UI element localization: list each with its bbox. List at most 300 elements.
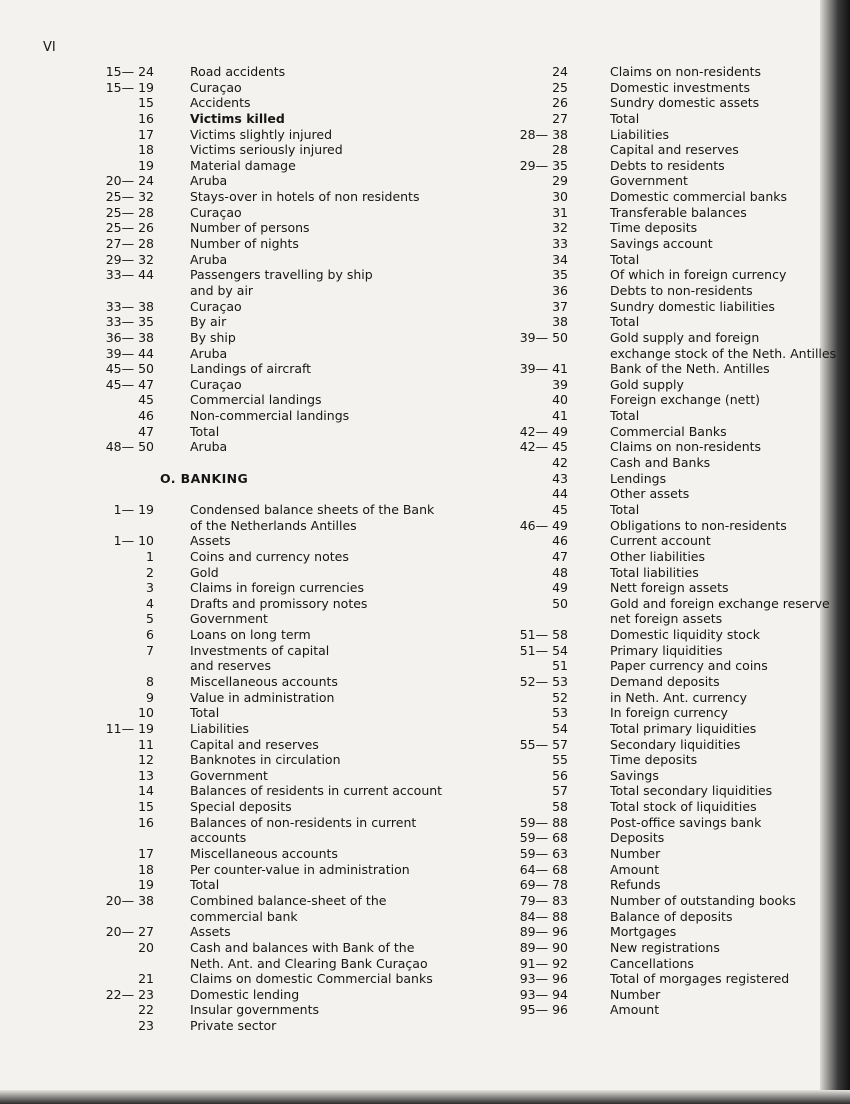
row-label: Debts to non-residents <box>610 282 753 298</box>
row-number-range: 31 <box>552 204 568 220</box>
index-row <box>506 533 840 549</box>
index-row <box>50 471 460 487</box>
index-row <box>506 361 840 377</box>
row-number-range: 39— 50 <box>519 329 568 345</box>
index-row <box>506 518 840 534</box>
index-row <box>506 205 840 221</box>
row-label: Total liabilities <box>610 564 699 580</box>
row-number-range: 45 <box>138 392 154 408</box>
row-number-range: 50 <box>552 595 568 611</box>
row-label: Claims in foreign currencies <box>190 580 365 596</box>
row-number-range: 47 <box>138 423 154 439</box>
row-label: Total of morgages registered <box>610 971 790 987</box>
index-row <box>50 189 460 205</box>
row-number-range: 29— 32 <box>105 251 154 267</box>
row-number-range: 40 <box>552 392 568 408</box>
row-label: Obligations to non-residents <box>610 517 787 533</box>
index-row <box>50 565 460 581</box>
row-number-range: 8 <box>146 673 154 689</box>
index-row <box>50 424 460 440</box>
row-label: Total <box>610 110 640 126</box>
row-number-range: 45— 50 <box>105 361 154 377</box>
row-number-range: 20— 38 <box>105 892 154 908</box>
row-number-range: 36 <box>552 282 568 298</box>
index-row <box>506 330 840 346</box>
row-label: Coins and currency notes <box>190 548 349 564</box>
index-row <box>50 252 460 268</box>
row-number-range: 59— 88 <box>519 814 568 830</box>
row-number-range: 51 <box>552 658 568 674</box>
row-number-range: 51— 58 <box>519 627 568 643</box>
row-number-range: 42— 49 <box>519 423 568 439</box>
index-row <box>506 705 840 721</box>
right-column <box>506 64 840 1018</box>
row-label: Aruba <box>190 173 228 189</box>
index-row <box>50 658 460 674</box>
row-number-range: 20— 27 <box>105 924 154 940</box>
row-label: Miscellaneous accounts <box>190 673 338 689</box>
row-number-range: 15— 19 <box>105 79 154 95</box>
row-number-range: 29— 35 <box>519 157 568 173</box>
row-number-range: 39 <box>552 376 568 392</box>
row-label: Miscellaneous accounts <box>190 846 338 862</box>
index-row <box>506 783 840 799</box>
row-number-range: 10 <box>138 705 154 721</box>
index-row <box>506 220 840 236</box>
index-row <box>50 877 460 893</box>
row-number-range: 91— 92 <box>519 955 568 971</box>
row-label: Combined balance-sheet of the <box>190 892 387 908</box>
section-heading: O. BANKING <box>160 470 249 486</box>
row-number-range: 15— 24 <box>105 64 154 79</box>
row-label: Banknotes in circulation <box>190 752 341 768</box>
index-row <box>506 721 840 737</box>
row-label: and reserves <box>190 658 271 674</box>
row-label: Insular governments <box>190 1002 320 1018</box>
row-number-range: 47 <box>552 548 568 564</box>
row-number-range: 22 <box>138 1002 154 1018</box>
row-label: Time deposits <box>610 752 698 768</box>
row-label: Nett foreign assets <box>610 580 729 596</box>
row-label: Current account <box>610 533 711 549</box>
index-row <box>50 862 460 878</box>
row-label: Post-office savings bank <box>610 814 762 830</box>
row-label: Gold supply <box>610 376 684 392</box>
index-row <box>506 940 840 956</box>
row-number-range: 6 <box>146 627 154 643</box>
index-row <box>506 439 840 455</box>
index-row <box>506 346 840 362</box>
index-row <box>50 330 460 346</box>
row-label: Savings account <box>610 236 713 252</box>
index-row <box>506 643 840 659</box>
row-number-range: 5 <box>146 611 154 627</box>
row-label: Per counter-value in administration <box>190 861 410 877</box>
row-label: Capital and reserves <box>610 142 739 158</box>
row-number-range: 49 <box>552 580 568 596</box>
index-row <box>50 611 460 627</box>
index-row <box>50 236 460 252</box>
row-label: Government <box>190 767 268 783</box>
row-label: Assets <box>190 924 231 940</box>
index-row <box>50 158 460 174</box>
row-number-range: 44 <box>552 486 568 502</box>
row-label: Foreign exchange (nett) <box>610 392 761 408</box>
row-label: Aruba <box>190 345 228 361</box>
row-number-range: 2 <box>146 564 154 580</box>
row-number-range: 53 <box>552 705 568 721</box>
row-label: Claims on domestic Commercial banks <box>190 971 433 987</box>
row-number-range: 7 <box>146 642 154 658</box>
row-number-range: 46 <box>552 533 568 549</box>
row-label: Balance of deposits <box>610 908 733 924</box>
row-label: Cancellations <box>610 955 694 971</box>
index-row <box>50 346 460 362</box>
row-number-range: 46— 49 <box>519 517 568 533</box>
index-row <box>506 189 840 205</box>
row-label: Number <box>610 846 661 862</box>
index-row <box>50 846 460 862</box>
index-row <box>50 893 460 909</box>
index-row <box>50 533 460 549</box>
index-row <box>50 924 460 940</box>
row-number-range: 46 <box>138 408 154 424</box>
row-number-range: 16 <box>138 110 154 126</box>
index-row <box>506 877 840 893</box>
row-number-range: 52— 53 <box>519 673 568 689</box>
row-label: of the Netherlands Antilles <box>190 517 357 533</box>
row-label: Demand deposits <box>610 673 720 689</box>
row-number-range: 48— 50 <box>105 439 154 455</box>
row-number-range: 25— 28 <box>105 204 154 220</box>
row-number-range: 23 <box>138 1018 154 1034</box>
row-number-range: 42— 45 <box>519 439 568 455</box>
row-label: Government <box>190 611 268 627</box>
row-number-range: 39— 44 <box>105 345 154 361</box>
index-row <box>50 392 460 408</box>
row-label: Total <box>610 501 640 517</box>
index-row <box>506 424 840 440</box>
row-label: Claims on non-residents <box>610 64 762 79</box>
index-row <box>50 1002 460 1018</box>
index-row <box>506 80 840 96</box>
row-label: Curaçao <box>190 298 242 314</box>
index-row <box>506 627 840 643</box>
index-row <box>506 565 840 581</box>
row-number-range: 18 <box>138 861 154 877</box>
row-label: Gold supply and foreign <box>610 329 760 345</box>
row-number-range: 11— 19 <box>105 720 154 736</box>
row-number-range: 21 <box>138 971 154 987</box>
page-bottom-edge <box>0 1090 850 1104</box>
row-label: Total <box>610 251 640 267</box>
row-number-range: 9 <box>146 689 154 705</box>
index-row <box>50 95 460 111</box>
index-row <box>50 299 460 315</box>
index-row <box>506 799 840 815</box>
row-label: Total <box>610 314 640 330</box>
index-row <box>50 783 460 799</box>
index-row <box>506 486 840 502</box>
row-number-range: 18 <box>138 142 154 158</box>
row-label: Victims killed <box>190 110 285 126</box>
index-row <box>506 846 840 862</box>
index-row <box>50 361 460 377</box>
row-label: net foreign assets <box>610 611 723 627</box>
index-row <box>506 455 840 471</box>
row-label: Domestic investments <box>610 79 750 95</box>
row-number-range: 38 <box>552 314 568 330</box>
row-label: Accidents <box>190 95 251 111</box>
row-label: Total <box>190 705 220 721</box>
index-row <box>50 486 460 502</box>
row-number-range: 59— 63 <box>519 846 568 862</box>
row-label: Balances of residents in current account <box>190 783 443 799</box>
row-number-range: 12 <box>138 752 154 768</box>
index-row <box>50 267 460 283</box>
index-row <box>50 830 460 846</box>
index-row <box>50 643 460 659</box>
row-number-range: 1 <box>146 548 154 564</box>
index-row <box>506 862 840 878</box>
index-row <box>50 987 460 1003</box>
index-row <box>506 830 840 846</box>
row-label: Stays-over in hotels of non residents <box>190 189 420 205</box>
index-row <box>506 142 840 158</box>
row-number-range: 34 <box>552 251 568 267</box>
row-number-range: 24 <box>552 64 568 79</box>
index-row <box>50 580 460 596</box>
row-number-range: 89— 90 <box>519 939 568 955</box>
row-label: Primary liquidities <box>610 642 723 658</box>
index-row <box>50 627 460 643</box>
index-row <box>50 971 460 987</box>
row-number-range: 84— 88 <box>519 908 568 924</box>
row-label: Lendings <box>610 470 667 486</box>
row-label: in Neth. Ant. currency <box>610 689 747 705</box>
row-label: and by air <box>190 282 254 298</box>
index-row <box>506 580 840 596</box>
index-row <box>506 267 840 283</box>
row-number-range: 93— 94 <box>519 986 568 1002</box>
row-number-range: 33 <box>552 236 568 252</box>
index-row <box>50 127 460 143</box>
index-row <box>506 596 840 612</box>
row-number-range: 15 <box>138 799 154 815</box>
row-number-range: 43 <box>552 470 568 486</box>
index-row <box>506 95 840 111</box>
row-number-range: 28 <box>552 142 568 158</box>
index-row <box>50 518 460 534</box>
index-row <box>506 111 840 127</box>
row-label: Loans on long term <box>190 627 311 643</box>
row-label: Claims on non-residents <box>610 439 762 455</box>
index-row <box>50 408 460 424</box>
index-row <box>506 674 840 690</box>
index-row <box>506 909 840 925</box>
row-number-range: 95— 96 <box>519 1002 568 1018</box>
index-row <box>50 111 460 127</box>
row-label: Savings <box>610 767 659 783</box>
row-label: Number of persons <box>190 220 310 236</box>
index-row <box>506 549 840 565</box>
row-number-range: 28— 38 <box>519 126 568 142</box>
row-number-range: 36— 38 <box>105 329 154 345</box>
index-row <box>50 799 460 815</box>
index-row <box>506 127 840 143</box>
row-number-range: 13 <box>138 767 154 783</box>
row-number-range: 20— 24 <box>105 173 154 189</box>
row-label: Deposits <box>610 830 665 846</box>
row-label: Other liabilities <box>610 548 706 564</box>
index-row <box>506 377 840 393</box>
index-row <box>50 64 460 80</box>
row-label: Passengers travelling by ship <box>190 267 373 283</box>
index-row <box>50 690 460 706</box>
row-number-range: 25— 26 <box>105 220 154 236</box>
row-label: Special deposits <box>190 799 292 815</box>
row-label: Cash and Banks <box>610 455 711 471</box>
row-label: Of which in foreign currency <box>610 267 787 283</box>
row-number-range: 11 <box>138 736 154 752</box>
row-label: By ship <box>190 329 236 345</box>
index-row <box>506 768 840 784</box>
index-row <box>506 314 840 330</box>
index-row <box>50 205 460 221</box>
row-label: Domestic liquidity stock <box>610 627 760 643</box>
row-number-range: 41 <box>552 408 568 424</box>
row-label: Secondary liquidities <box>610 736 741 752</box>
row-label: Sundry domestic liabilities <box>610 298 775 314</box>
row-number-range: 55— 57 <box>519 736 568 752</box>
row-number-range: 64— 68 <box>519 861 568 877</box>
row-label: Liabilities <box>190 720 250 736</box>
row-number-range: 30 <box>552 189 568 205</box>
row-label: Total <box>190 423 220 439</box>
row-number-range: 69— 78 <box>519 877 568 893</box>
index-row <box>506 690 840 706</box>
row-number-range: 33— 35 <box>105 314 154 330</box>
index-row <box>50 596 460 612</box>
row-label: Liabilities <box>610 126 670 142</box>
index-row <box>506 737 840 753</box>
row-label: Condensed balance sheets of the Bank <box>190 501 435 517</box>
index-row <box>506 893 840 909</box>
index-row <box>50 455 460 471</box>
index-row <box>506 924 840 940</box>
row-label: Cash and balances with Bank of the <box>190 939 415 955</box>
row-number-range: 79— 83 <box>519 892 568 908</box>
index-row <box>506 815 840 831</box>
row-number-range: 22— 23 <box>105 986 154 1002</box>
row-label: Total <box>190 877 220 893</box>
row-label: Capital and reserves <box>190 736 319 752</box>
row-number-range: 93— 96 <box>519 971 568 987</box>
row-label: Commercial landings <box>190 392 322 408</box>
row-number-range: 25— 32 <box>105 189 154 205</box>
row-label: Debts to residents <box>610 157 725 173</box>
row-label: Curaçao <box>190 79 242 95</box>
row-number-range: 27— 28 <box>105 236 154 252</box>
row-number-range: 1— 10 <box>113 533 154 549</box>
row-label: By air <box>190 314 227 330</box>
row-label: Other assets <box>610 486 690 502</box>
row-label: Government <box>610 173 688 189</box>
row-number-range: 19 <box>138 877 154 893</box>
row-label: Material damage <box>190 157 296 173</box>
row-label: Curaçao <box>190 204 242 220</box>
row-label: Total stock of liquidities <box>610 799 757 815</box>
row-number-range: 59— 68 <box>519 830 568 846</box>
index-row <box>50 549 460 565</box>
row-number-range: 1— 19 <box>113 501 154 517</box>
index-row <box>506 392 840 408</box>
row-number-range: 33— 44 <box>105 267 154 283</box>
index-row <box>50 768 460 784</box>
index-row <box>506 987 840 1003</box>
row-number-range: 4 <box>146 595 154 611</box>
row-label: Assets <box>190 533 231 549</box>
row-number-range: 26 <box>552 95 568 111</box>
row-number-range: 32 <box>552 220 568 236</box>
index-row <box>50 674 460 690</box>
row-label: commercial bank <box>190 908 298 924</box>
row-label: Investments of capital <box>190 642 330 658</box>
row-number-range: 37 <box>552 298 568 314</box>
row-number-range: 52 <box>552 689 568 705</box>
index-row <box>50 737 460 753</box>
row-label: Value in administration <box>190 689 335 705</box>
index-row <box>50 721 460 737</box>
index-row <box>50 502 460 518</box>
row-number-range: 54 <box>552 720 568 736</box>
row-label: Number of nights <box>190 236 299 252</box>
row-number-range: 3 <box>146 580 154 596</box>
index-row <box>506 471 840 487</box>
row-label: Victims slightly injured <box>190 126 332 142</box>
row-label: Curaçao <box>190 376 242 392</box>
index-row <box>50 1018 460 1034</box>
row-label: In foreign currency <box>610 705 728 721</box>
index-row <box>506 173 840 189</box>
row-number-range: 42 <box>552 455 568 471</box>
row-label: Time deposits <box>610 220 698 236</box>
row-label: accounts <box>190 830 247 846</box>
index-row <box>50 909 460 925</box>
index-row <box>50 314 460 330</box>
index-row <box>506 611 840 627</box>
row-number-range: 17 <box>138 126 154 142</box>
index-row <box>506 158 840 174</box>
row-number-range: 33— 38 <box>105 298 154 314</box>
row-label: Mortgages <box>610 924 677 940</box>
row-label: New registrations <box>610 939 720 955</box>
row-number-range: 56 <box>552 767 568 783</box>
index-row <box>50 220 460 236</box>
index-row <box>50 142 460 158</box>
index-row <box>506 1002 840 1018</box>
index-row <box>506 252 840 268</box>
index-row <box>506 64 840 80</box>
index-row <box>50 283 460 299</box>
row-label: Non-commercial landings <box>190 408 350 424</box>
row-label: Total <box>610 408 640 424</box>
row-label: Landings of aircraft <box>190 361 312 377</box>
row-label: Commercial Banks <box>610 423 727 439</box>
left-column <box>50 64 460 1034</box>
row-number-range: 29 <box>552 173 568 189</box>
index-row <box>506 283 840 299</box>
